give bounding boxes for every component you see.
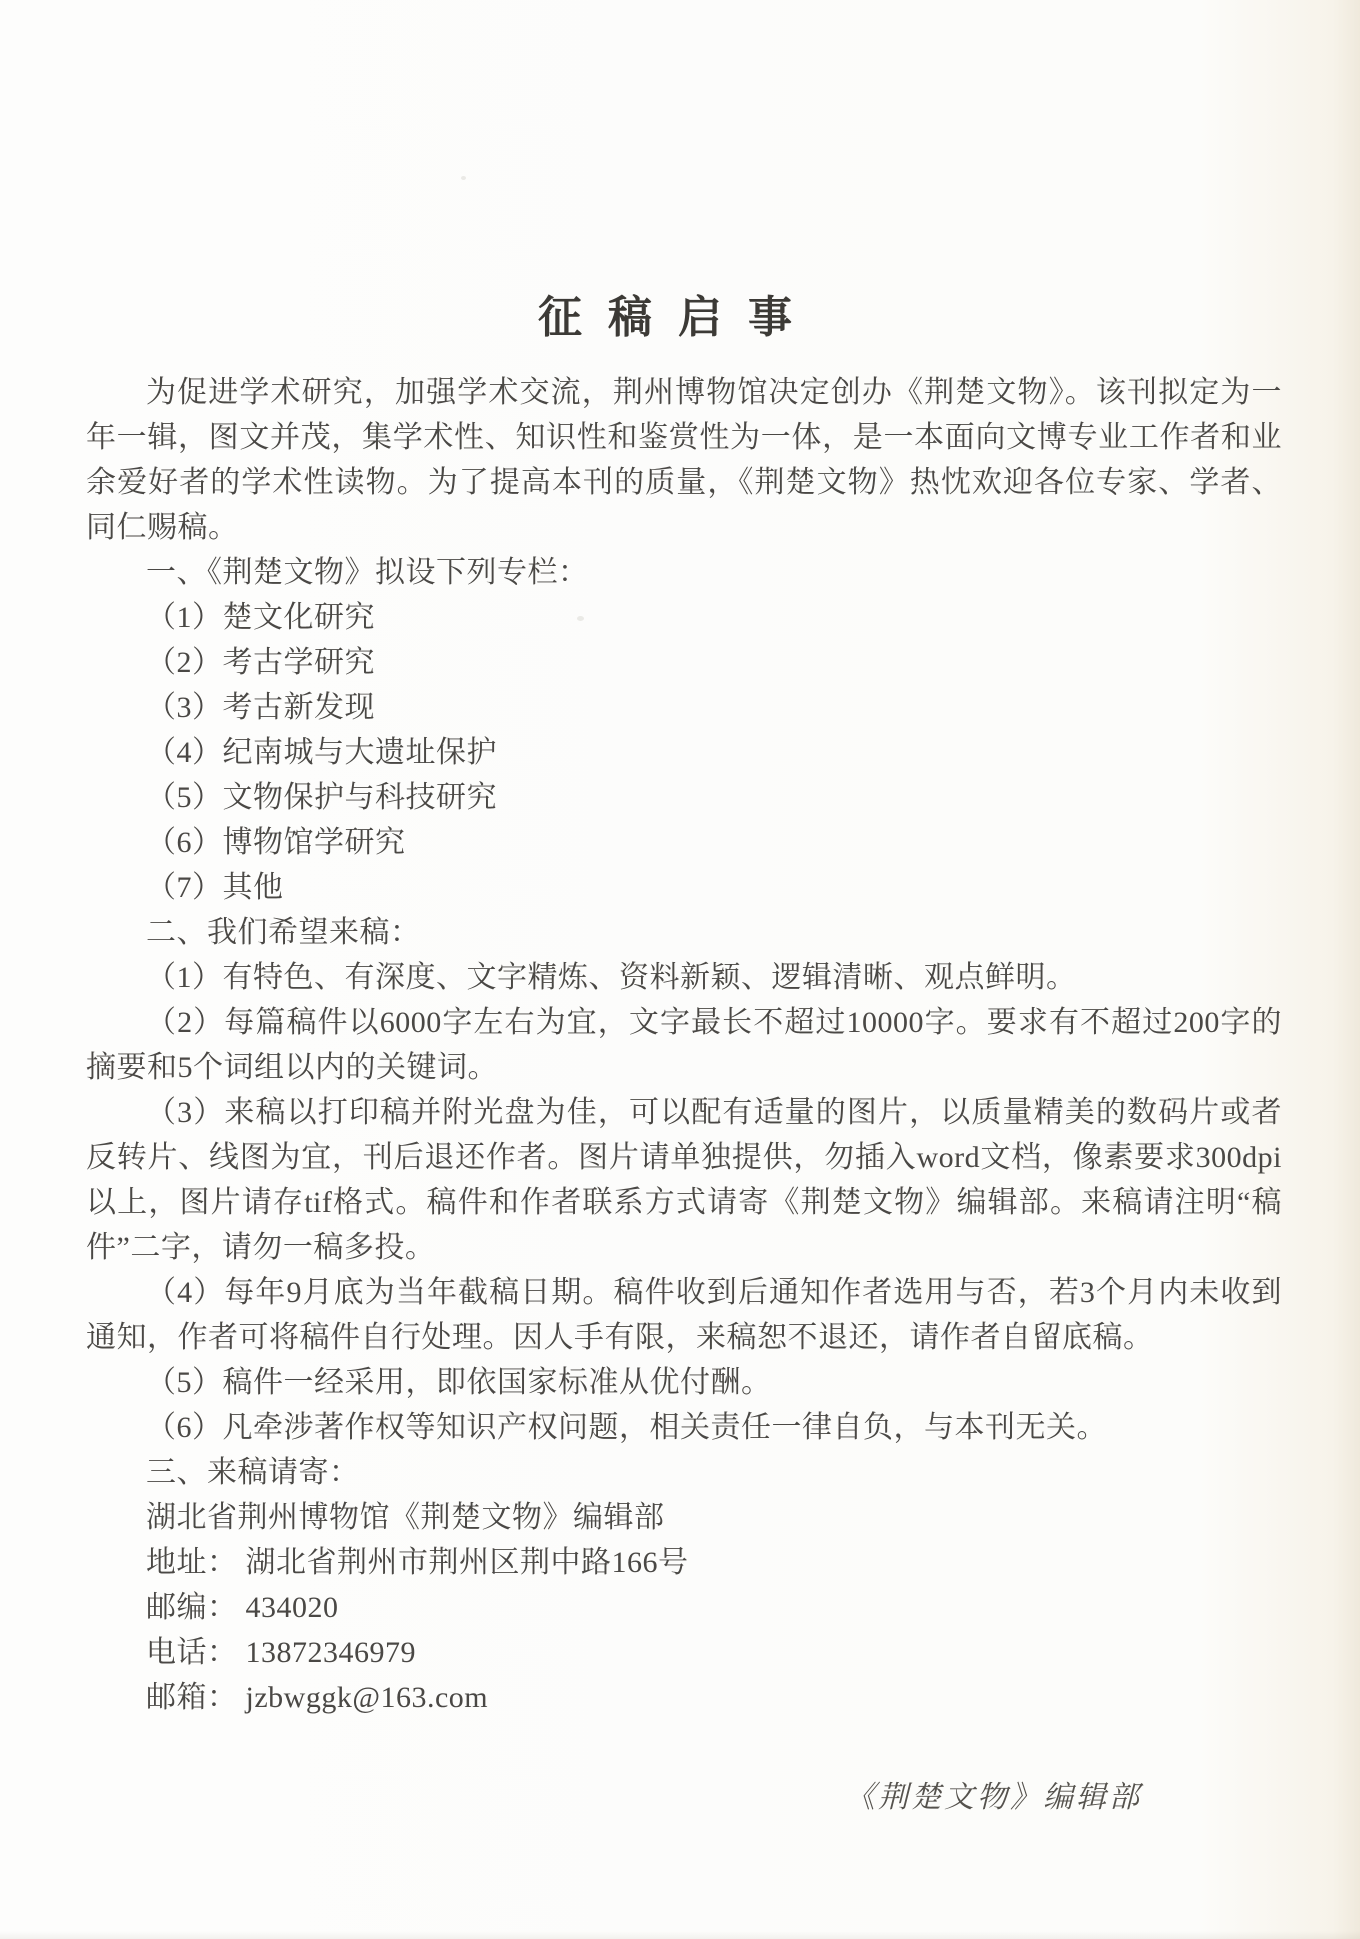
requirement-item: （4）每年9月底为当年截稿日期。稿件收到后通知作者选用与否，若3个月内未收到通知，作者可将稿件自行处理。因人手有限，来稿恕不退还，请作者自留底稿。 <box>86 1276 1282 1354</box>
document-body <box>86 370 1282 1720</box>
mailing-postcode: 邮编： 434020 <box>146 1591 339 1624</box>
mailing-email: 邮箱： jzbwggk@163.com <box>146 1681 489 1714</box>
requirement-item: （6）凡牵涉著作权等知识产权问题，相关责任一律自负，与本刊无关。 <box>146 1411 1107 1444</box>
mailing-phone: 电话： 13872346979 <box>146 1636 416 1669</box>
column-item: （1）楚文化研究 <box>146 601 375 634</box>
editorial-signoff: 《荆楚文物》编辑部 <box>845 1781 1142 1814</box>
section-three-heading: 三、来稿请寄： <box>146 1456 360 1489</box>
mailing-address: 地址： 湖北省荆州市荆州区荆中路166号 <box>146 1546 689 1579</box>
section-two-heading: 二、我们希望来稿： <box>146 916 421 949</box>
column-item: （5）文物保护与科技研究 <box>146 781 497 814</box>
requirement-item: （1）有特色、有深度、文字精炼、资料新颖、逻辑清晰、观点鲜明。 <box>146 961 1077 994</box>
intro-paragraph: 为促进学术研究，加强学术交流，荆州博物馆决定创办《荆楚文物》。该刊拟定为一年一辑，图文并茂，集学术性、知识性和鉴赏性为一体，是一本面向文博专业工作者和业余爱好者的学术性读物。为了提高本刊的质量，《荆楚文物》热忱欢迎各位专家、学者、同仁赐稿。 <box>86 376 1282 544</box>
mailing-recipient: 湖北省荆州博物馆《荆楚文物》编辑部 <box>146 1501 665 1534</box>
page-title: 征稿启事 <box>538 293 818 343</box>
column-item: （3）考古新发现 <box>146 691 375 724</box>
requirement-item: （2）每篇稿件以6000字左右为宜，文字最长不超过10000字。要求有不超过200字的摘要和5个词组以内的关键词。 <box>86 1006 1282 1084</box>
column-item: （7）其他 <box>146 871 284 904</box>
section-one-heading: 一、《荆楚文物》拟设下列专栏： <box>146 556 589 589</box>
column-item: （4）纪南城与大遗址保护 <box>146 736 497 769</box>
column-item: （2）考古学研究 <box>146 646 375 679</box>
scan-speck <box>461 176 466 180</box>
column-item: （6）博物馆学研究 <box>146 826 406 859</box>
requirement-item: （5）稿件一经采用，即依国家标准从优付酬。 <box>146 1366 772 1399</box>
requirement-item: （3）来稿以打印稿并附光盘为佳，可以配有适量的图片，以质量精美的数码片或者反转片、线图为宜，刊后退还作者。图片请单独提供，勿插入word文档，像素要求300dpi以上，图片请存tif格式。稿件和作者联系方式请寄《荆楚文物》编辑部。来稿请注明“稿件”二字，请勿一稿多投。 <box>86 1096 1282 1264</box>
